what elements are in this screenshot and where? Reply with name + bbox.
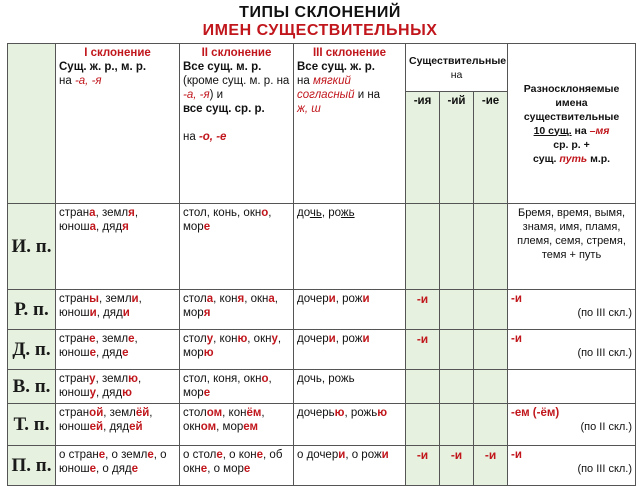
heteroclitic-cell: -и (по III скл.) <box>508 446 636 486</box>
word-stem: , земл <box>95 333 129 345</box>
word-ending: а <box>206 293 214 305</box>
word-stem: , юнош <box>59 333 138 359</box>
word-stem: стол, конь, окн <box>183 207 262 219</box>
special-iy-cell <box>440 330 474 370</box>
word-ending: е <box>131 463 139 475</box>
decl2-cell <box>180 290 294 330</box>
word-stem: , дяд <box>96 307 123 319</box>
header-decl2: II склонение Все сущ. м. р. (кроме сущ. м. р. на -а, -я) и все сущ. ср. р. на -о, -е <box>180 44 294 204</box>
word-stem: , окн <box>183 407 265 433</box>
word-stem: , об окн <box>183 449 283 475</box>
word-ending: и <box>381 449 389 461</box>
word-stem: , земл <box>99 293 132 305</box>
case-label: П. п. <box>8 446 56 486</box>
word-ending: е <box>89 347 97 359</box>
word-stem: о стран <box>59 449 99 461</box>
word-stem: стран <box>59 293 90 305</box>
header-decl3: III склонение Все сущ. ж. р. на мягкий согласный и на ж, ш <box>294 44 406 204</box>
declension-note: (по III скл.) <box>577 463 633 475</box>
word-ending: е <box>147 449 154 461</box>
word-ending: чь <box>309 207 322 219</box>
header-special-nouns: Существительные на <box>406 44 508 92</box>
word-stem: , кон <box>213 293 238 305</box>
case-label: Р. п. <box>8 290 56 330</box>
word-stem: , ро <box>321 207 341 219</box>
word-stem: о дочер <box>297 449 339 461</box>
decl3-cell <box>294 404 406 446</box>
word-ending: е <box>200 463 208 475</box>
decl1-cell <box>56 204 180 290</box>
word-stem: , дяд <box>103 421 130 433</box>
special-iya-cell <box>406 404 440 446</box>
table-row <box>8 404 636 446</box>
title-line-1: ТИПЫ СКЛОНЕНИЙ <box>239 4 401 21</box>
special-ie-cell <box>474 370 508 404</box>
heteroclitic-cell <box>508 370 636 404</box>
word-ending: у <box>271 333 278 345</box>
word-ending: ю <box>237 333 248 345</box>
word-ending: ем <box>243 421 259 433</box>
header-decl1: I склонение Сущ. ж. р., м. р. на -а, -я <box>56 44 180 204</box>
word-stem: , рож <box>335 293 363 305</box>
word-stem: стол <box>183 407 207 419</box>
decl3-cell <box>294 204 406 290</box>
table-row <box>8 370 636 404</box>
word-ending: е <box>89 333 96 345</box>
word-ending: е <box>256 449 264 461</box>
header-corner <box>8 44 56 204</box>
decl2-cell <box>180 370 294 404</box>
decl1-cell <box>56 330 180 370</box>
special-iy-cell: -и <box>440 446 474 486</box>
word-stem: стран <box>59 207 90 219</box>
word-stem: стол, коня, окн <box>183 373 262 385</box>
word-ending: ю <box>122 387 132 399</box>
header-ie: -ие <box>474 92 508 204</box>
word-stem: , юнош <box>59 373 142 399</box>
word-ending: ю <box>334 407 345 419</box>
word-stem: , о рож <box>345 449 382 461</box>
word-stem: стран <box>59 407 90 419</box>
word-stem: , мор <box>183 207 272 233</box>
decl1-cell <box>56 290 180 330</box>
word-ending: ой <box>89 407 104 419</box>
header-iy: -ий <box>440 92 474 204</box>
word-ending: ей <box>89 421 104 433</box>
word-ending: жь <box>340 207 355 219</box>
special-iya-cell: -и <box>406 446 440 486</box>
word-stem: , о мор <box>207 463 244 475</box>
word-ending: и <box>122 307 130 319</box>
word-ending: и <box>328 293 336 305</box>
word-ending: о <box>261 207 269 219</box>
case-label: И. п. <box>8 204 56 290</box>
word-stem: , дяд <box>96 387 123 399</box>
word-stem: , о юнош <box>59 449 167 475</box>
word-stem: дочер <box>297 293 329 305</box>
decl2-cell <box>180 330 294 370</box>
word-ending: у <box>89 373 96 385</box>
word-ending: у <box>89 387 97 399</box>
word-ending: ёй <box>135 407 150 419</box>
word-ending: е <box>89 463 97 475</box>
word-ending: и <box>362 293 370 305</box>
word-stem: дочь, рожь <box>297 373 355 385</box>
word-stem: , мор <box>183 293 278 319</box>
word-ending: ю <box>377 407 388 419</box>
special-iya-cell <box>406 204 440 290</box>
word-stem: стол <box>183 333 207 345</box>
word-stem: , кон <box>222 407 247 419</box>
word-stem: , юнош <box>59 207 139 233</box>
word-stem: стран <box>59 373 90 385</box>
word-ending: ём <box>246 407 262 419</box>
word-stem: дочерь <box>297 407 335 419</box>
word-ending: ы <box>89 293 99 305</box>
word-ending: а <box>268 293 275 305</box>
special-iya-cell <box>406 370 440 404</box>
decl2-cell <box>180 404 294 446</box>
special-iy-cell <box>440 370 474 404</box>
word-ending: а <box>89 221 97 233</box>
word-stem: , земл <box>95 207 129 219</box>
word-ending: е <box>122 347 129 359</box>
word-ending: а <box>89 207 96 219</box>
special-ie-cell <box>474 330 508 370</box>
header-heteroclitic: Разносклоняемые имена существительные 10 сущ. на –мя ср. р. + сущ. путь м.р. <box>508 44 636 204</box>
word-ending: ей <box>129 421 143 433</box>
title-line-2: ИМЕН СУЩЕСТВИТЕЛЬНЫХ <box>202 22 438 39</box>
special-ie-cell <box>474 404 508 446</box>
word-ending: о <box>261 373 269 385</box>
word-stem: , окн <box>247 333 272 345</box>
heteroclitic-cell: -ем (-ём) (по II скл.) <box>508 404 636 446</box>
word-stem: , мор <box>216 421 244 433</box>
word-ending: ом <box>200 421 217 433</box>
declension-note: (по II скл.) <box>580 421 633 433</box>
word-stem: о стол <box>183 449 217 461</box>
table-row <box>8 290 636 330</box>
case-label: Д. п. <box>8 330 56 370</box>
decl3-cell <box>294 290 406 330</box>
word-stem: , рожь <box>344 407 378 419</box>
heteroclitic-cell: Бремя, время, вымя, знамя, имя, пламя, племя, семя, стремя, темя + путь <box>508 204 636 290</box>
decl3-cell <box>294 330 406 370</box>
special-iy-cell <box>440 204 474 290</box>
word-ending: е <box>216 449 223 461</box>
decl1-cell <box>56 370 180 404</box>
word-stem: , о земл <box>105 449 148 461</box>
special-iya-cell: -и <box>406 330 440 370</box>
declension-table <box>7 43 636 486</box>
special-iy-cell <box>440 404 474 446</box>
special-ie-cell <box>474 290 508 330</box>
decl3-cell <box>294 370 406 404</box>
heteroclitic-cell: -и (по III скл.) <box>508 330 636 370</box>
word-stem: , земл <box>95 373 129 385</box>
word-ending: е <box>98 449 106 461</box>
word-ending: е <box>203 221 211 233</box>
word-stem: , мор <box>183 373 272 399</box>
word-stem: , юнош <box>59 407 153 433</box>
word-stem: , кон <box>213 333 238 345</box>
special-ie-cell <box>474 204 508 290</box>
word-ending: и <box>362 333 370 345</box>
word-ending: я <box>237 293 245 305</box>
word-ending: и <box>328 333 336 345</box>
word-ending: ю <box>203 347 214 359</box>
word-stem: дочер <box>297 333 329 345</box>
word-stem: , окн <box>244 293 269 305</box>
word-ending: я <box>203 307 211 319</box>
special-iy-cell <box>440 290 474 330</box>
word-stem: , дяд <box>96 221 123 233</box>
case-label: Т. п. <box>8 404 56 446</box>
word-stem: , мор <box>183 333 282 359</box>
word-ending: и <box>89 307 97 319</box>
header-iya: -ия <box>406 92 440 204</box>
word-ending: я <box>122 221 129 233</box>
word-stem: , о дяд <box>96 463 132 475</box>
word-ending: у <box>206 333 214 345</box>
word-ending: е <box>243 463 251 475</box>
special-iya-cell: -и <box>406 290 440 330</box>
case-label: В. п. <box>8 370 56 404</box>
table-row <box>8 204 636 290</box>
word-ending: ю <box>128 373 138 385</box>
word-stem: , рож <box>335 333 363 345</box>
decl1-cell <box>56 404 180 446</box>
declension-note: (по III скл.) <box>577 347 633 359</box>
word-ending: е <box>128 333 135 345</box>
table-row <box>8 330 636 370</box>
word-stem: , земл <box>103 407 136 419</box>
word-stem: стол <box>183 293 207 305</box>
declension-note: (по III скл.) <box>577 307 633 319</box>
word-stem: , дяд <box>96 347 123 359</box>
word-ending: и <box>131 293 139 305</box>
word-ending: я <box>128 207 135 219</box>
word-ending: е <box>203 387 211 399</box>
word-stem: до <box>297 207 310 219</box>
decl2-cell <box>180 204 294 290</box>
word-stem: , юнош <box>59 293 142 319</box>
word-ending: ом <box>206 407 223 419</box>
word-stem: , о кон <box>222 449 257 461</box>
word-stem: стран <box>59 333 90 345</box>
word-ending: и <box>338 449 346 461</box>
special-ie-cell: -и <box>474 446 508 486</box>
heteroclitic-cell: -и (по III скл.) <box>508 290 636 330</box>
